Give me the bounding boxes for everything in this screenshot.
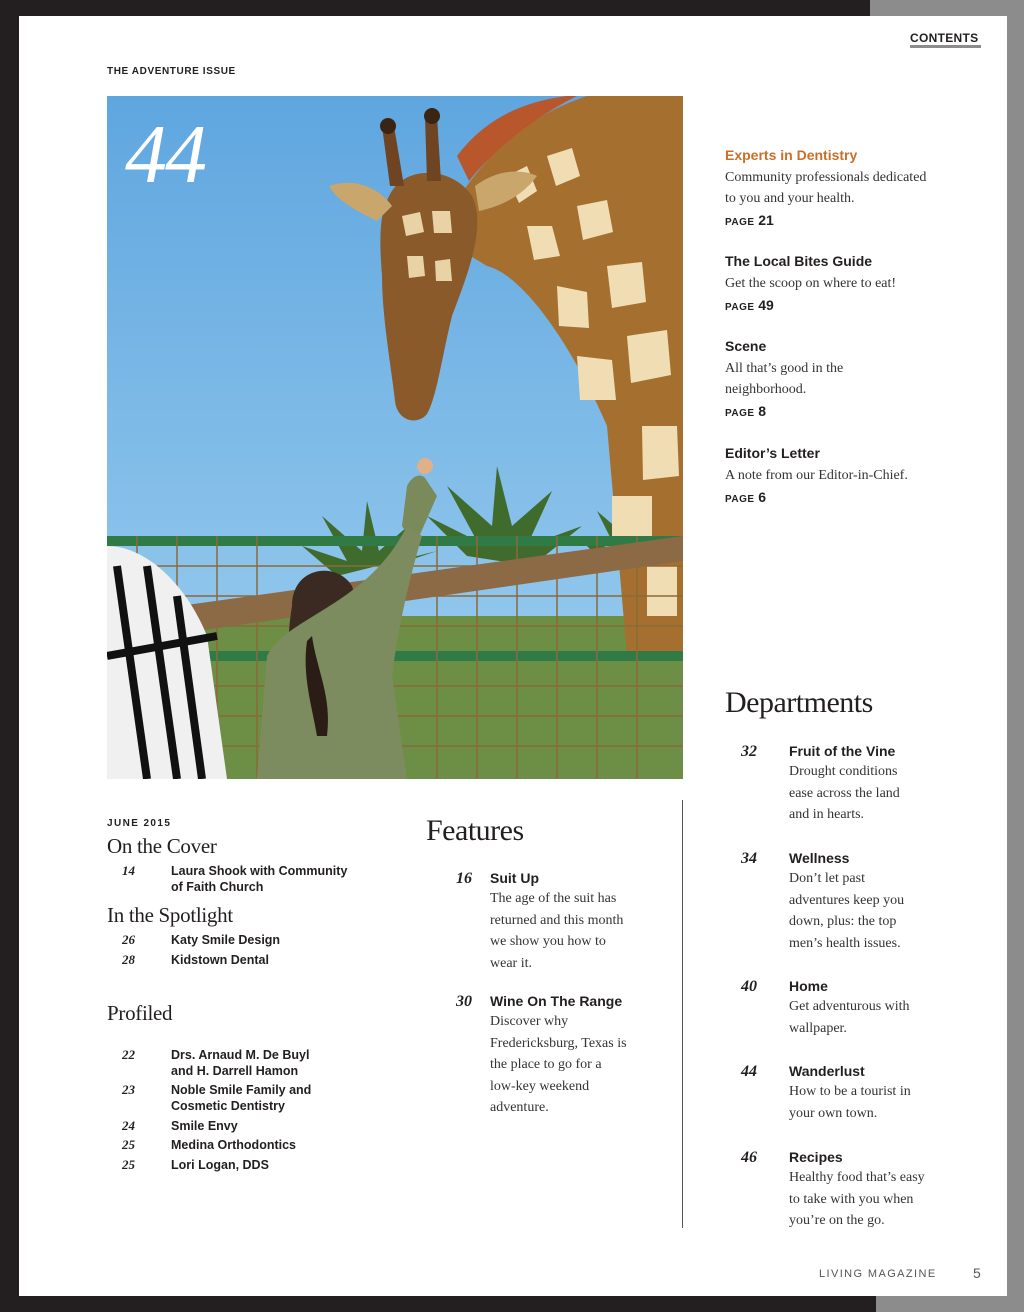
list-item-text: Smile Envy	[171, 1119, 238, 1133]
footer-page-number: 5	[973, 1265, 981, 1281]
issue-date: JUNE 2015	[107, 818, 172, 829]
department-page-num: 44	[741, 1063, 757, 1080]
profiled-heading: Profiled	[107, 1001, 173, 1025]
feature-title: Wine On The Range	[490, 993, 623, 1009]
highlight-page: PAGE 21	[725, 212, 774, 228]
departments-heading: Departments	[725, 686, 873, 719]
list-item-text: Katy Smile Design	[171, 933, 281, 947]
list-item-page-num: 14	[122, 863, 135, 878]
magazine-page	[19, 16, 1007, 1296]
department-desc: Healthy food that’s easy to take with you when you’re on the go.	[789, 1170, 925, 1228]
border-strip-bottom	[876, 1296, 1024, 1312]
highlight-title: The Local Bites Guide	[725, 253, 873, 269]
feature-title: Suit Up	[490, 870, 539, 886]
highlight-page: PAGE 49	[725, 297, 774, 313]
department-page-num: 34	[741, 850, 757, 867]
feature-desc: Discover why Fredericksburg, Texas is the place to go for a low-key weekend adventure.	[490, 1014, 627, 1115]
border-strip-right	[1007, 16, 1024, 1312]
footer-magazine-name: LIVING MAGAZINE	[819, 1268, 937, 1280]
column-divider	[682, 800, 683, 1228]
list-item-page-num: 25	[122, 1157, 135, 1172]
list-item[interactable]	[107, 863, 367, 897]
list-item-page-num: 23	[122, 1082, 135, 1097]
highlight-item[interactable]	[725, 147, 965, 228]
feature-page-num: 30	[456, 993, 472, 1010]
department-title: Wellness	[789, 850, 850, 866]
cover-page-number: 44	[125, 108, 205, 201]
highlight-desc: All that’s good in the neighborhood.	[725, 361, 844, 397]
on-cover-heading: On the Cover	[107, 834, 217, 858]
list-item-text: Medina Orthodontics	[171, 1138, 296, 1152]
highlight-page: PAGE 8	[725, 403, 767, 419]
list-item-page-num: 24	[122, 1118, 135, 1133]
issue-label: THE ADVENTURE ISSUE	[107, 66, 236, 77]
department-page-num: 40	[741, 978, 757, 995]
department-desc: How to be a tourist in your own town.	[789, 1084, 911, 1121]
list-item-text: Drs. Arnaud M. De Buyl and H. Darrell Hamon	[171, 1048, 310, 1078]
list-item-text: Laura Shook with Community of Faith Church	[171, 864, 348, 894]
highlight-title: Scene	[725, 338, 767, 354]
highlight-desc: Get the scoop on where to eat!	[725, 276, 897, 291]
list-item-page-num: 22	[122, 1047, 135, 1062]
department-desc: Don’t let past adventures keep you down, plus: the top men’s health issues.	[789, 871, 905, 951]
department-desc: Drought conditions ease across the land and in hearts.	[789, 764, 900, 822]
department-page-num: 32	[741, 743, 757, 760]
highlight-desc: Community professionals dedicated to you and your health.	[725, 170, 927, 206]
list-item-page-num: 26	[122, 932, 135, 947]
department-title: Fruit of the Vine	[789, 743, 896, 759]
highlight-item[interactable]	[725, 338, 965, 419]
department-page-num: 46	[741, 1149, 757, 1166]
highlight-page: PAGE 6	[725, 489, 767, 505]
list-item-page-num: 28	[122, 952, 135, 967]
features-heading: Features	[426, 814, 524, 847]
highlight-item[interactable]	[725, 253, 965, 313]
highlight-desc: A note from our Editor-in-Chief.	[725, 468, 908, 483]
department-title: Wanderlust	[789, 1063, 865, 1079]
border-strip-top	[870, 0, 1024, 16]
contents-underline	[910, 45, 981, 48]
feature-desc: The age of the suit has returned and this month we show you how to wear it.	[490, 891, 624, 971]
list-item-page-num: 25	[122, 1137, 135, 1152]
contents-tab: CONTENTS	[910, 31, 979, 45]
cover-photo	[107, 96, 683, 779]
list-item-text: Noble Smile Family and Cosmetic Dentistry	[171, 1083, 312, 1113]
department-desc: Get adventurous with wallpaper.	[789, 999, 910, 1036]
department-title: Home	[789, 978, 828, 994]
spotlight-heading: In the Spotlight	[107, 903, 233, 927]
list-item-text: Lori Logan, DDS	[171, 1158, 269, 1172]
highlight-title: Editor’s Letter	[725, 445, 820, 461]
list-item-text: Kidstown Dental	[171, 953, 269, 967]
highlight-title: Experts in Dentistry	[725, 147, 858, 163]
feature-page-num: 16	[456, 870, 472, 887]
department-title: Recipes	[789, 1149, 843, 1165]
highlight-item[interactable]	[725, 445, 965, 505]
